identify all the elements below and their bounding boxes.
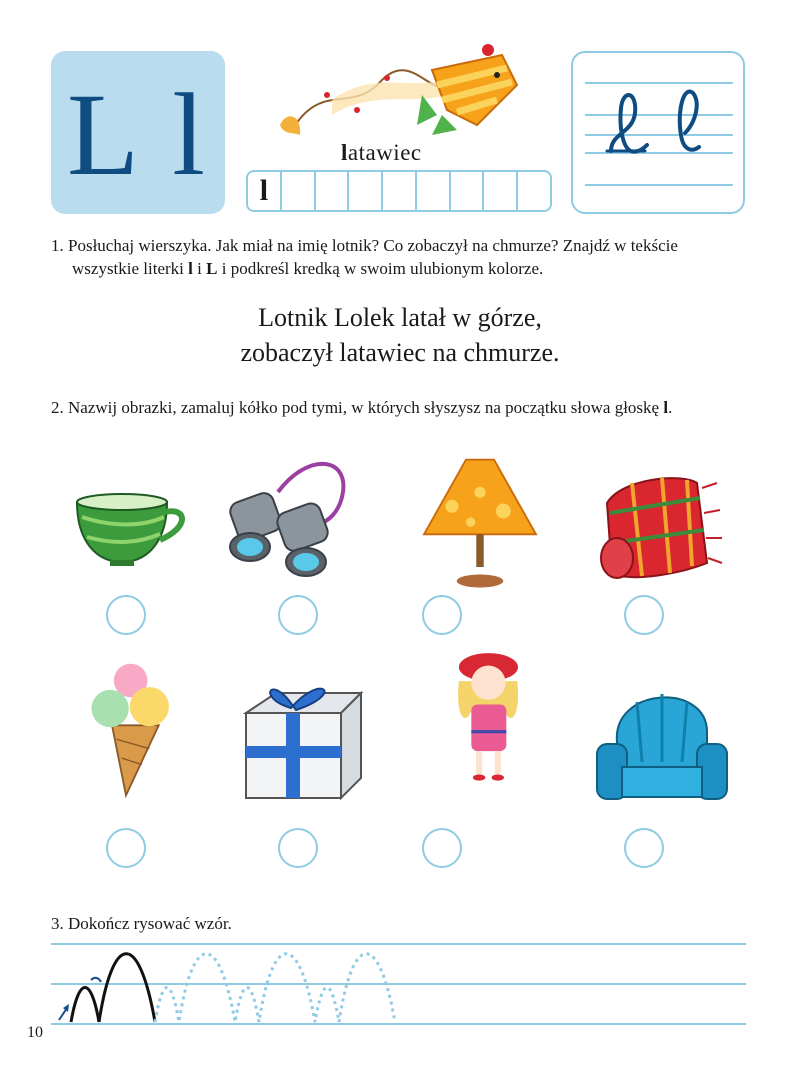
task1-line2-suffix: i podkreśl kredką w swoim ulubionym kolorze. <box>217 259 544 278</box>
word-rest: atawiec <box>347 140 422 165</box>
task1-letter-big: L <box>206 259 218 278</box>
answer-circle[interactable] <box>106 828 146 868</box>
gift-icon <box>236 668 376 808</box>
poem-line1: Lotnik Lolek latał w górze, <box>258 303 542 332</box>
binoculars-icon <box>218 452 358 592</box>
script-letter-card <box>571 51 745 214</box>
letter-tile[interactable] <box>518 172 550 210</box>
lamp-icon <box>410 455 550 595</box>
task1-line2-prefix: wszystkie literki <box>72 259 189 278</box>
task3-instruction: 3. Dokończ rysować wzór. <box>51 914 232 933</box>
word-first-letter: l <box>341 140 348 165</box>
task2-instruction <box>51 396 781 419</box>
big-letter-text: L l <box>67 68 209 200</box>
handwriting-lines-icon <box>573 53 743 212</box>
task1-letter-small: l <box>188 259 193 278</box>
task1-instruction <box>51 234 771 280</box>
letter-tile[interactable] <box>383 172 417 210</box>
blanket-icon <box>592 458 732 598</box>
page-number: 10 <box>27 1024 43 1041</box>
answer-circle[interactable] <box>422 828 462 868</box>
armchair-icon <box>592 672 732 812</box>
letter-tiles <box>246 170 552 212</box>
answer-circle[interactable] <box>278 595 318 635</box>
task2-letter: l <box>663 398 669 417</box>
letter-tile[interactable] <box>451 172 485 210</box>
task2-text: 2. Nazwij obrazki, zamaluj kółko pod tymi, w których słyszysz na początku słowa głoskę <box>51 398 664 417</box>
answer-circle[interactable] <box>422 595 462 635</box>
answer-circle[interactable] <box>624 828 664 868</box>
task1-connector: i <box>192 259 207 278</box>
doll-icon <box>420 650 560 790</box>
word-latawiec <box>341 140 422 166</box>
poem-line2: zobaczył latawiec na chmurze. <box>240 338 560 367</box>
task2-end: . <box>668 398 673 417</box>
letter-tile[interactable] <box>349 172 383 210</box>
big-letter-card <box>51 51 225 214</box>
letter-tile[interactable] <box>282 172 316 210</box>
teacup-icon <box>62 462 202 602</box>
poem <box>0 300 800 370</box>
tracing-pattern[interactable] <box>51 936 751 1036</box>
ice-cream-icon <box>70 660 210 800</box>
kite-icon <box>272 40 532 145</box>
letter-tile[interactable] <box>316 172 350 210</box>
answer-circle[interactable] <box>624 595 664 635</box>
task1-line2 <box>51 257 771 280</box>
answer-circle[interactable] <box>278 828 318 868</box>
letter-tile[interactable] <box>417 172 451 210</box>
answer-circle[interactable] <box>106 595 146 635</box>
letter-tile[interactable] <box>484 172 518 210</box>
letter-tile[interactable]: l <box>248 172 282 210</box>
task1-line1: 1. Posłuchaj wierszyka. Jak miał na imię lotnik? Co zobaczył na chmurze? Znajdź w tekście <box>51 236 678 255</box>
